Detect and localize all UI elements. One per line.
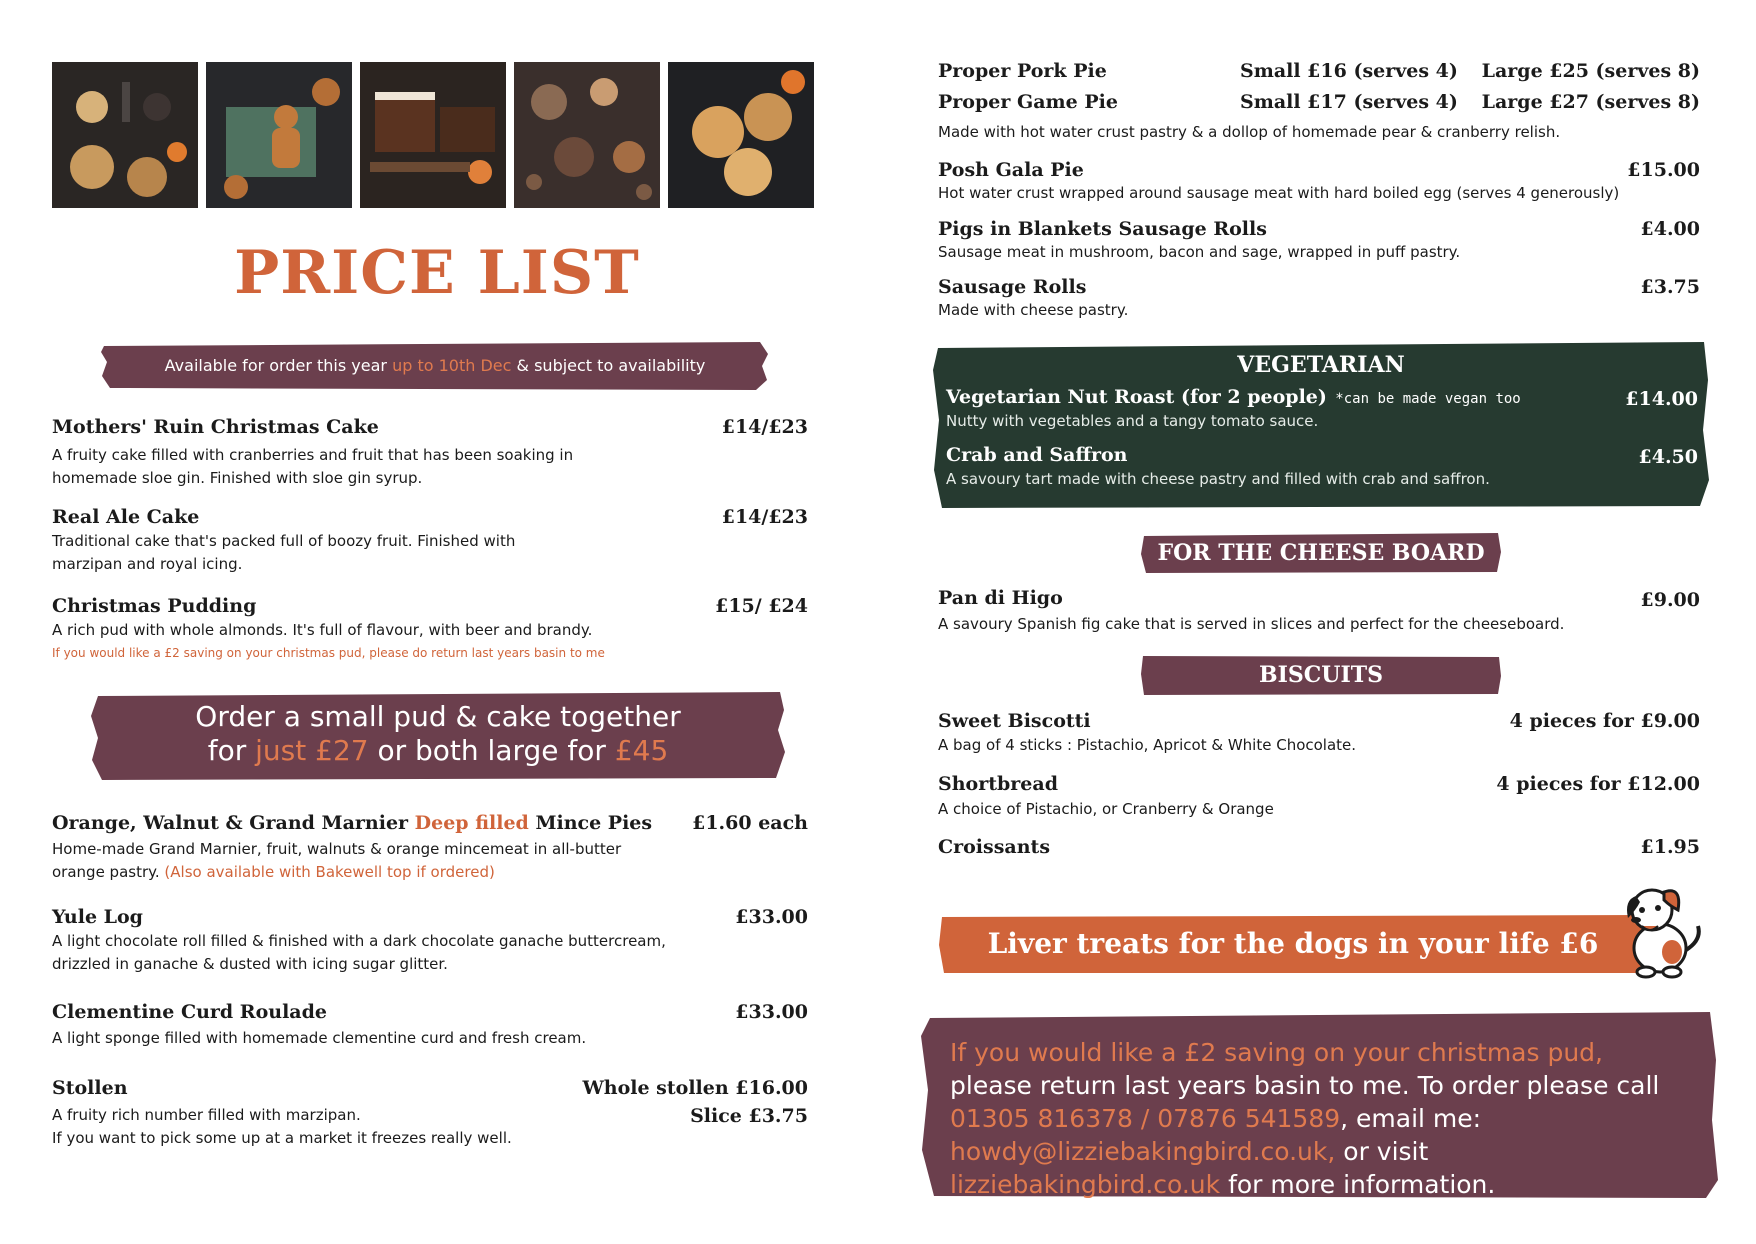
item-name-biscotti: Sweet Biscotti — [938, 710, 1091, 732]
item-name-pork-pie: Proper Pork Pie — [938, 60, 1107, 82]
availability-suffix: & subject to availability — [511, 356, 706, 375]
item-price-croissants: £1.95 — [1640, 836, 1700, 858]
page-title: PRICE LIST — [234, 238, 640, 308]
item-name-gala-pie: Posh Gala Pie — [938, 159, 1084, 181]
item-name-christmas-pudding: Christmas Pudding — [52, 595, 257, 617]
availability-prefix: Available for order this year — [164, 356, 393, 375]
item-price-shortbread: 4 pieces for £12.00 — [1496, 773, 1700, 795]
contact-saving-note: If you would like a £2 saving on your christmas pud, — [950, 1038, 1603, 1067]
item-price-pork-pie-small: Small £16 (serves 4) — [1240, 60, 1458, 82]
item-name-game-pie: Proper Game Pie — [938, 91, 1118, 113]
offer-middle: or both large for — [368, 734, 615, 767]
contact-box — [920, 1010, 1720, 1200]
photo-cakes — [360, 62, 506, 208]
item-desc-shortbread: A choice of Pistachio, or Cranberry & Orange — [938, 800, 1274, 818]
cheese-board-title: FOR THE CHEESE BOARD — [1157, 540, 1485, 566]
dog-icon — [1612, 880, 1704, 980]
item-desc-pigs-in-blankets: Sausage meat in mushroom, bacon and sage, wrapped in puff pastry. — [938, 243, 1461, 261]
offer-line-2 — [90, 734, 786, 768]
availability-date: up to 10th Dec — [392, 356, 512, 375]
item-price-real-ale: £14/£23 — [721, 506, 808, 528]
offer-banner — [90, 690, 786, 782]
item-desc-real-ale: Traditional cake that's packed full of boozy fruit. Finished with marzipan and royal icing. — [52, 532, 516, 573]
contact-phone[interactable]: 01305 816378 / 07876 541589 — [950, 1104, 1341, 1133]
item-name-mothers-ruin: Mothers' Ruin Christmas Cake — [52, 416, 379, 438]
item-desc-christmas-pudding: A rich pud with whole almonds. It's full of flavour, with beer and brandy. — [52, 621, 593, 639]
item-price-pan-di-higo: £9.00 — [1640, 589, 1700, 611]
mince-name-a: Orange, Walnut & Grand Marnier — [52, 812, 415, 834]
item-desc-crab-saffron: A savoury tart made with cheese pastry and filled with crab and saffron. — [946, 470, 1490, 488]
item-name-crab-saffron: Crab and Saffron — [946, 444, 1128, 466]
item-name-pigs-in-blankets: Pigs in Blankets Sausage Rolls — [938, 218, 1267, 240]
item-desc-stollen — [52, 1104, 592, 1150]
item-price-pigs-in-blankets: £4.00 — [1640, 218, 1700, 240]
mince-bakewell-note: (Also available with Bakewell top if ordered) — [159, 863, 495, 881]
item-name-sausage-rolls: Sausage Rolls — [938, 276, 1087, 298]
offer-for: for — [207, 734, 256, 767]
item-desc-mothers-ruin: A fruity cake filled with cranberries and fruit that has been soaking in homemade sloe gin. Finished with sloe gin syrup. — [52, 446, 574, 487]
item-price-crab-saffron: £4.50 — [1638, 446, 1698, 468]
item-name-shortbread: Shortbread — [938, 773, 1058, 795]
availability-banner — [100, 340, 770, 392]
item-price-stollen-slice: Slice £3.75 — [690, 1105, 808, 1127]
item-price-christmas-pudding: £15/ £24 — [715, 595, 808, 617]
item-price-sausage-rolls: £3.75 — [1640, 276, 1700, 298]
item-name-croissants: Croissants — [938, 836, 1051, 858]
photo-muffins-skull — [52, 62, 198, 208]
contact-email-label: , email me: — [1340, 1104, 1482, 1133]
item-price-stollen-whole: Whole stollen £16.00 — [582, 1077, 808, 1099]
stollen-desc-1: A fruity rich number filled with marzipan. — [52, 1106, 361, 1124]
vegetarian-section — [932, 340, 1710, 510]
item-desc-nut-roast: Nutty with vegetables and a tangy tomato sauce. — [946, 412, 1319, 430]
item-price-mothers-ruin: £14/£23 — [721, 416, 808, 438]
item-name-mince-pies — [52, 812, 652, 834]
photo-gingerbread — [206, 62, 352, 208]
item-desc-gala-pie: Hot water crust wrapped around sausage meat with hard boiled egg (serves 4 generously) — [938, 184, 1620, 202]
item-price-mince-pies: £1.60 each — [692, 812, 808, 834]
nut-roast-vegan-note: *can be made vegan too — [1326, 391, 1521, 407]
mince-name-deep-filled: Deep filled — [414, 812, 529, 834]
item-name-stollen: Stollen — [52, 1077, 128, 1099]
liver-treats-text: Liver treats for the dogs in your life £6 — [987, 927, 1599, 960]
stollen-desc-2: If you want to pick some up at a market it freezes really well. — [52, 1129, 512, 1147]
offer-small-price: just £27 — [255, 734, 369, 767]
item-price-pork-pie-large: Large £25 (serves 8) — [1481, 60, 1700, 82]
item-price-nut-roast: £14.00 — [1625, 388, 1698, 410]
item-name-real-ale: Real Ale Cake — [52, 506, 200, 528]
item-name-pan-di-higo: Pan di Higo — [938, 587, 1063, 609]
mince-name-c: Mince Pies — [528, 812, 653, 834]
photo-spread — [514, 62, 660, 208]
cheese-board-heading — [1140, 532, 1502, 574]
item-desc-roulade: A light sponge filled with homemade clementine curd and fresh cream. — [52, 1029, 587, 1047]
item-name-roulade: Clementine Curd Roulade — [52, 1001, 327, 1023]
item-desc-pies: Made with hot water crust pastry & a dollop of homemade pear & cranberry relish. — [938, 123, 1561, 141]
contact-website[interactable]: lizziebakingbird.co.uk — [950, 1170, 1221, 1199]
photo-mince-pies — [668, 62, 814, 208]
item-price-yule-log: £33.00 — [735, 906, 808, 928]
contact-email[interactable]: howdy@lizziebakingbird.co.uk, — [950, 1137, 1336, 1166]
liver-treats-banner — [938, 913, 1648, 975]
item-desc-pan-di-higo: A savoury Spanish fig cake that is served in slices and perfect for the cheeseboard. — [938, 615, 1565, 633]
item-desc-mince-pies — [52, 838, 652, 884]
item-price-biscotti: 4 pieces for £9.00 — [1509, 710, 1700, 732]
contact-visit: or visit — [1335, 1137, 1429, 1166]
item-price-roulade: £33.00 — [735, 1001, 808, 1023]
item-price-game-pie-small: Small £17 (serves 4) — [1240, 91, 1458, 113]
vegetarian-title: VEGETARIAN — [1237, 352, 1405, 378]
item-desc-sausage-rolls: Made with cheese pastry. — [938, 301, 1129, 319]
biscuits-title: BISCUITS — [1258, 662, 1384, 688]
mince-desc: Home-made Grand Marnier, fruit, walnuts & orange mincemeat in all-butter orange pastry. — [52, 840, 622, 881]
biscuits-heading — [1140, 654, 1502, 696]
contact-more-info: for more information. — [1220, 1170, 1496, 1199]
pudding-basin-note: If you would like a £2 saving on your christmas pud, please do return last years basin to me — [52, 646, 605, 660]
item-price-gala-pie: £15.00 — [1627, 159, 1700, 181]
item-name-yule-log: Yule Log — [52, 906, 143, 928]
offer-large-price: £45 — [614, 734, 669, 767]
item-desc-biscotti: A bag of 4 sticks : Pistachio, Apricot & White Chocolate. — [938, 736, 1357, 754]
contact-text — [950, 1036, 1690, 1201]
item-price-game-pie-large: Large £27 (serves 8) — [1481, 91, 1700, 113]
offer-line-1: Order a small pud & cake together — [195, 700, 681, 733]
nut-roast-name: Vegetarian Nut Roast (for 2 people) — [946, 386, 1327, 408]
contact-basin: please return last years basin to me. To order please call — [950, 1071, 1660, 1100]
item-desc-yule-log: A light chocolate roll filled & finished with a dark chocolate ganache buttercream, drizzled in ganache & dusted with icing sugar glitter. — [52, 932, 666, 973]
item-name-nut-roast — [946, 386, 1521, 408]
